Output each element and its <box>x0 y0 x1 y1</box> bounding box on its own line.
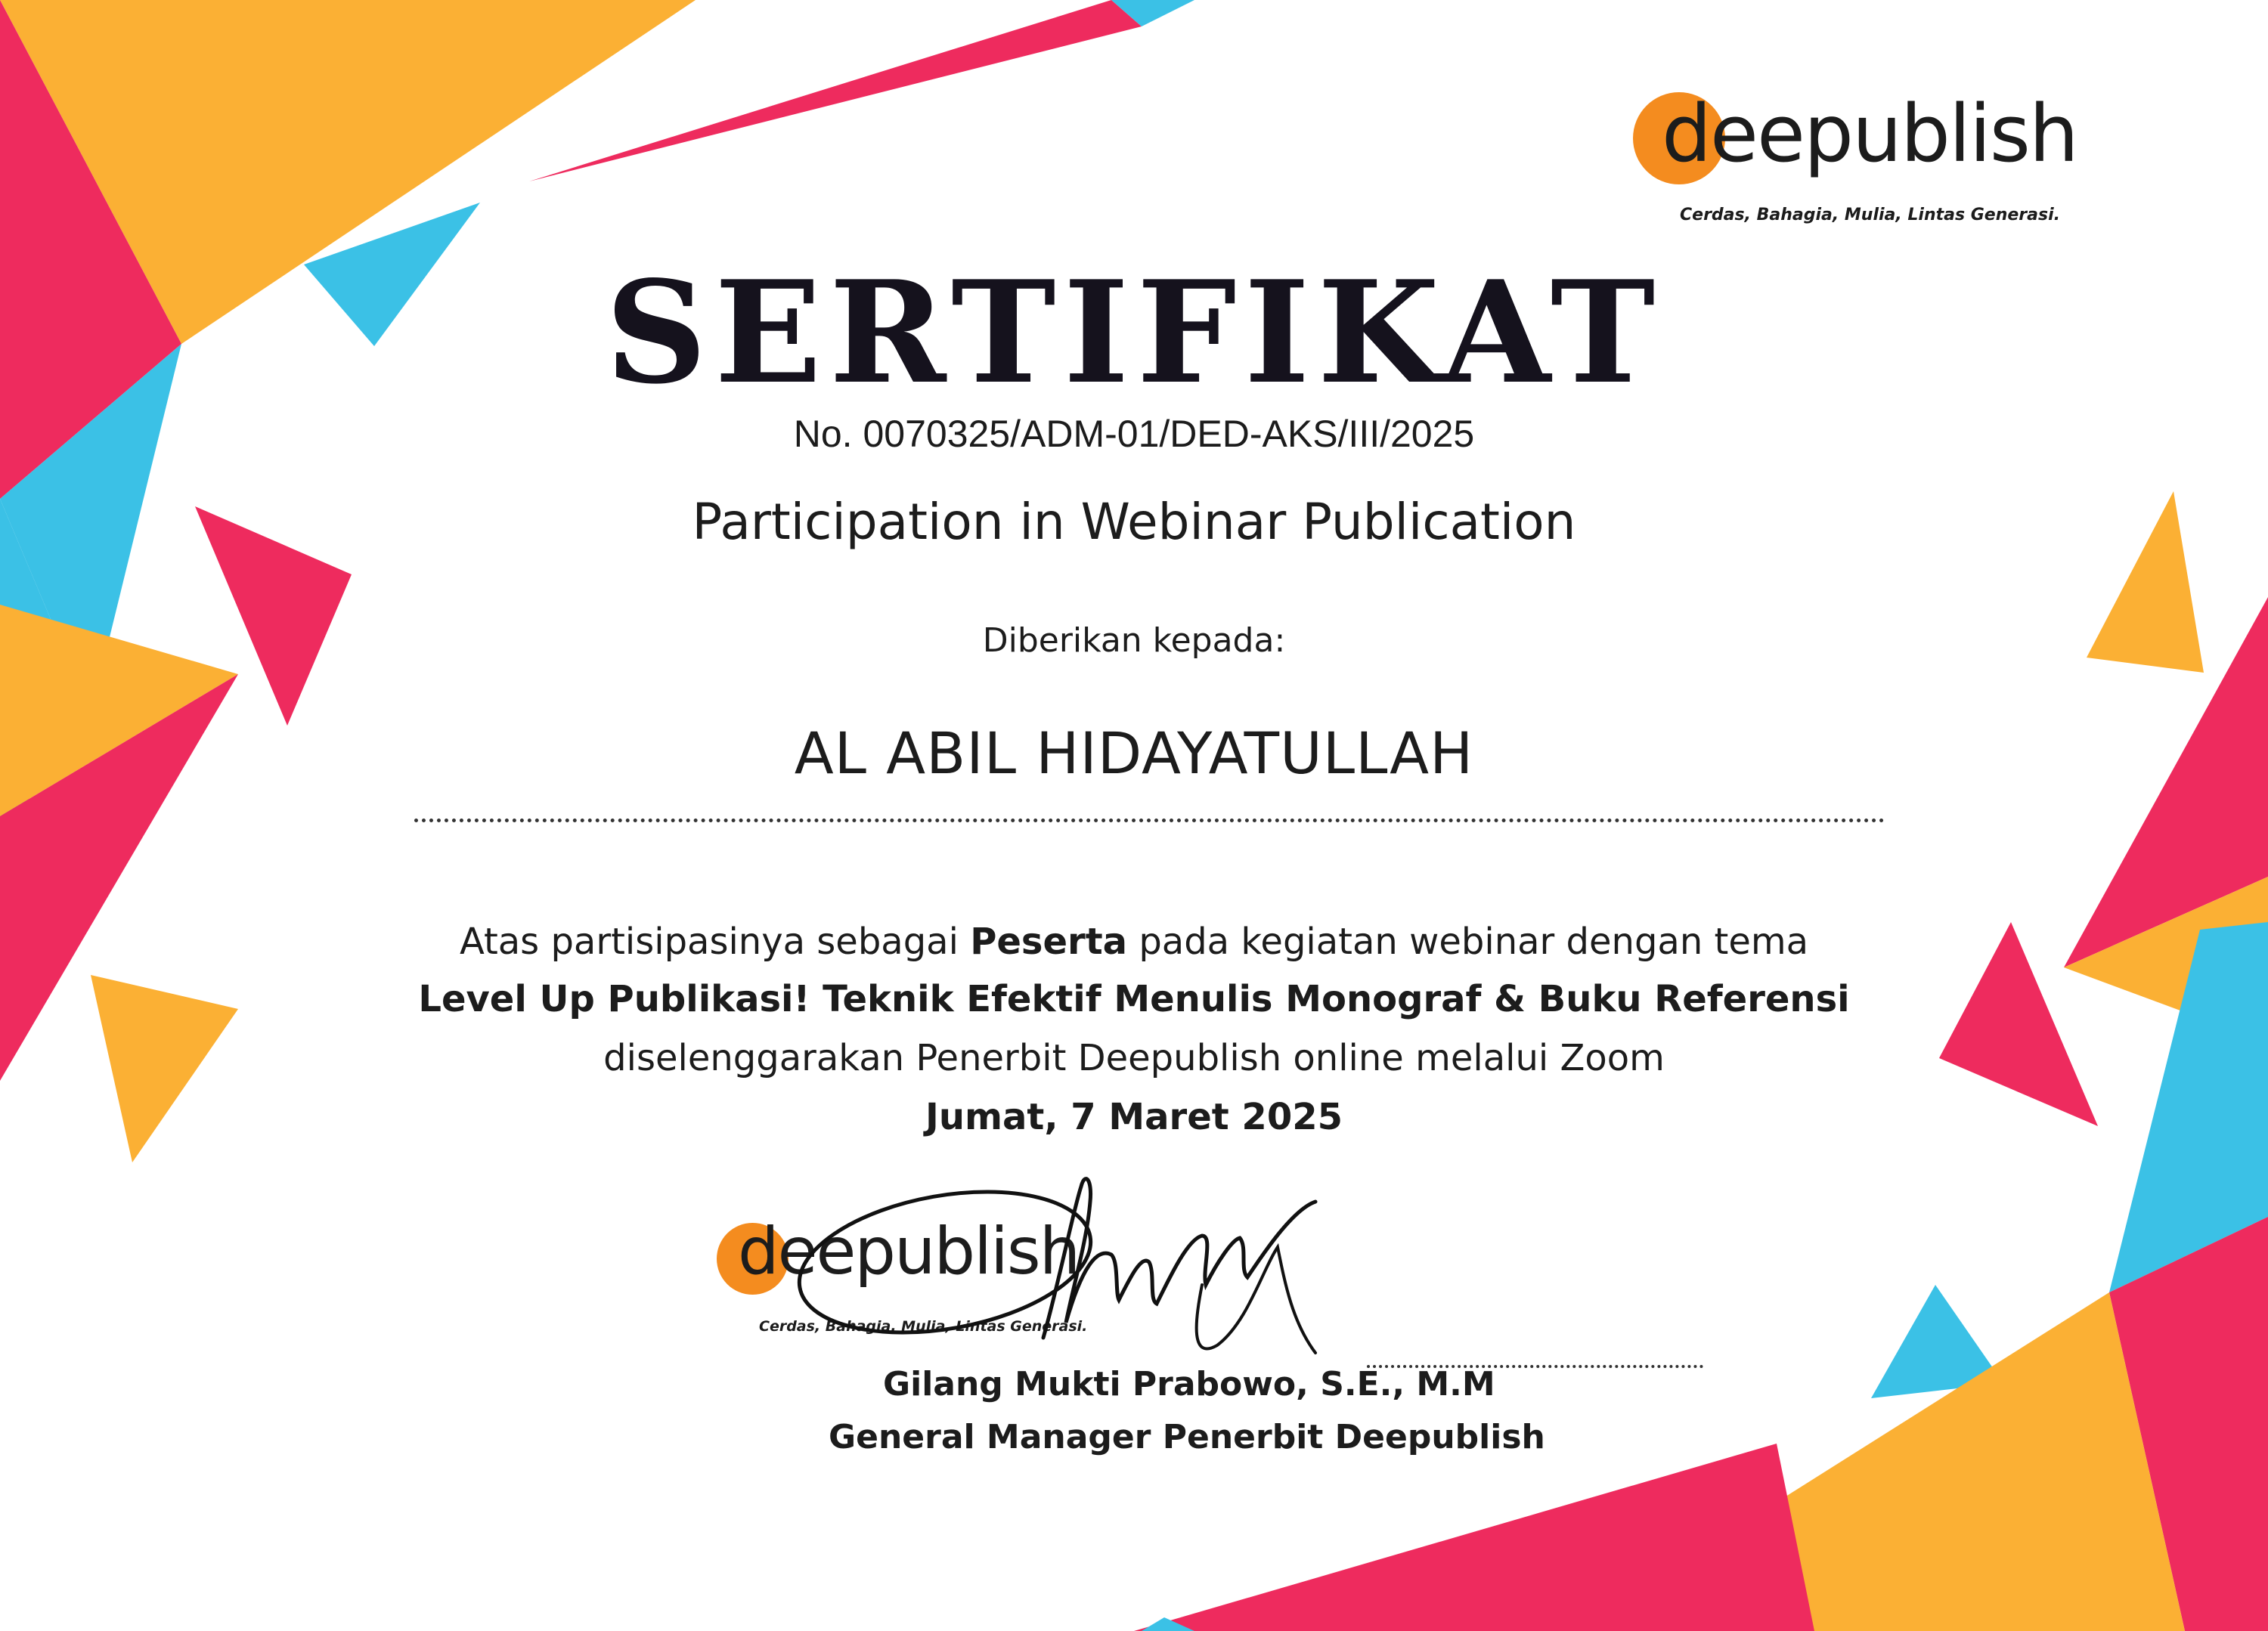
stamp-logo-tagline: Cerdas, Bahagia, Mulia, Lintas Generasi. <box>759 1318 1088 1335</box>
signature-stroke <box>1043 1179 1315 1338</box>
signer-position: General Manager Penerbit Deepublish <box>829 1418 1545 1456</box>
certificate-title: SERTIFIKAT <box>605 249 1663 415</box>
certificate-number: No. 0070325/ADM-01/DED-AKS/III/2025 <box>793 413 1475 455</box>
participant-role: Peserta <box>970 921 1128 963</box>
recipient-name: AL ABIL HIDAYATULLAH <box>794 720 1474 787</box>
event-date: Jumat, 7 Maret 2025 <box>925 1096 1343 1138</box>
logo-wordmark: deepublish <box>1662 88 2077 180</box>
description-intro: Atas partisipasinya sebagai <box>459 921 971 963</box>
header-logo <box>1633 83 2117 234</box>
webinar-theme: Level Up Publikasi! Teknik Efektif Menulis Monograf & Buku Referensi <box>418 978 1850 1020</box>
decor-triangle <box>1134 1444 1814 1631</box>
description-line-1 <box>0 921 2268 963</box>
signature-loop <box>794 1171 1101 1353</box>
signer-name: Gilang Mukti Prabowo, S.E., M.M <box>883 1365 1495 1404</box>
description-intro-end: pada kegiatan webinar dengan tema <box>1127 921 1809 963</box>
recipient-dotted-line <box>414 819 1885 822</box>
stamp-logo-wordmark: deepublish <box>738 1214 1080 1289</box>
organizer-line: diselenggarakan Penerbit Deepublish online melalui Zoom <box>603 1037 1665 1079</box>
signature <box>794 1149 1399 1376</box>
given-to-label: Diberikan kepada: <box>982 621 1286 660</box>
certificate-subtitle: Participation in Webinar Publication <box>692 493 1576 551</box>
logo-tagline: Cerdas, Bahagia, Mulia, Lintas Generasi. <box>1680 206 2060 224</box>
